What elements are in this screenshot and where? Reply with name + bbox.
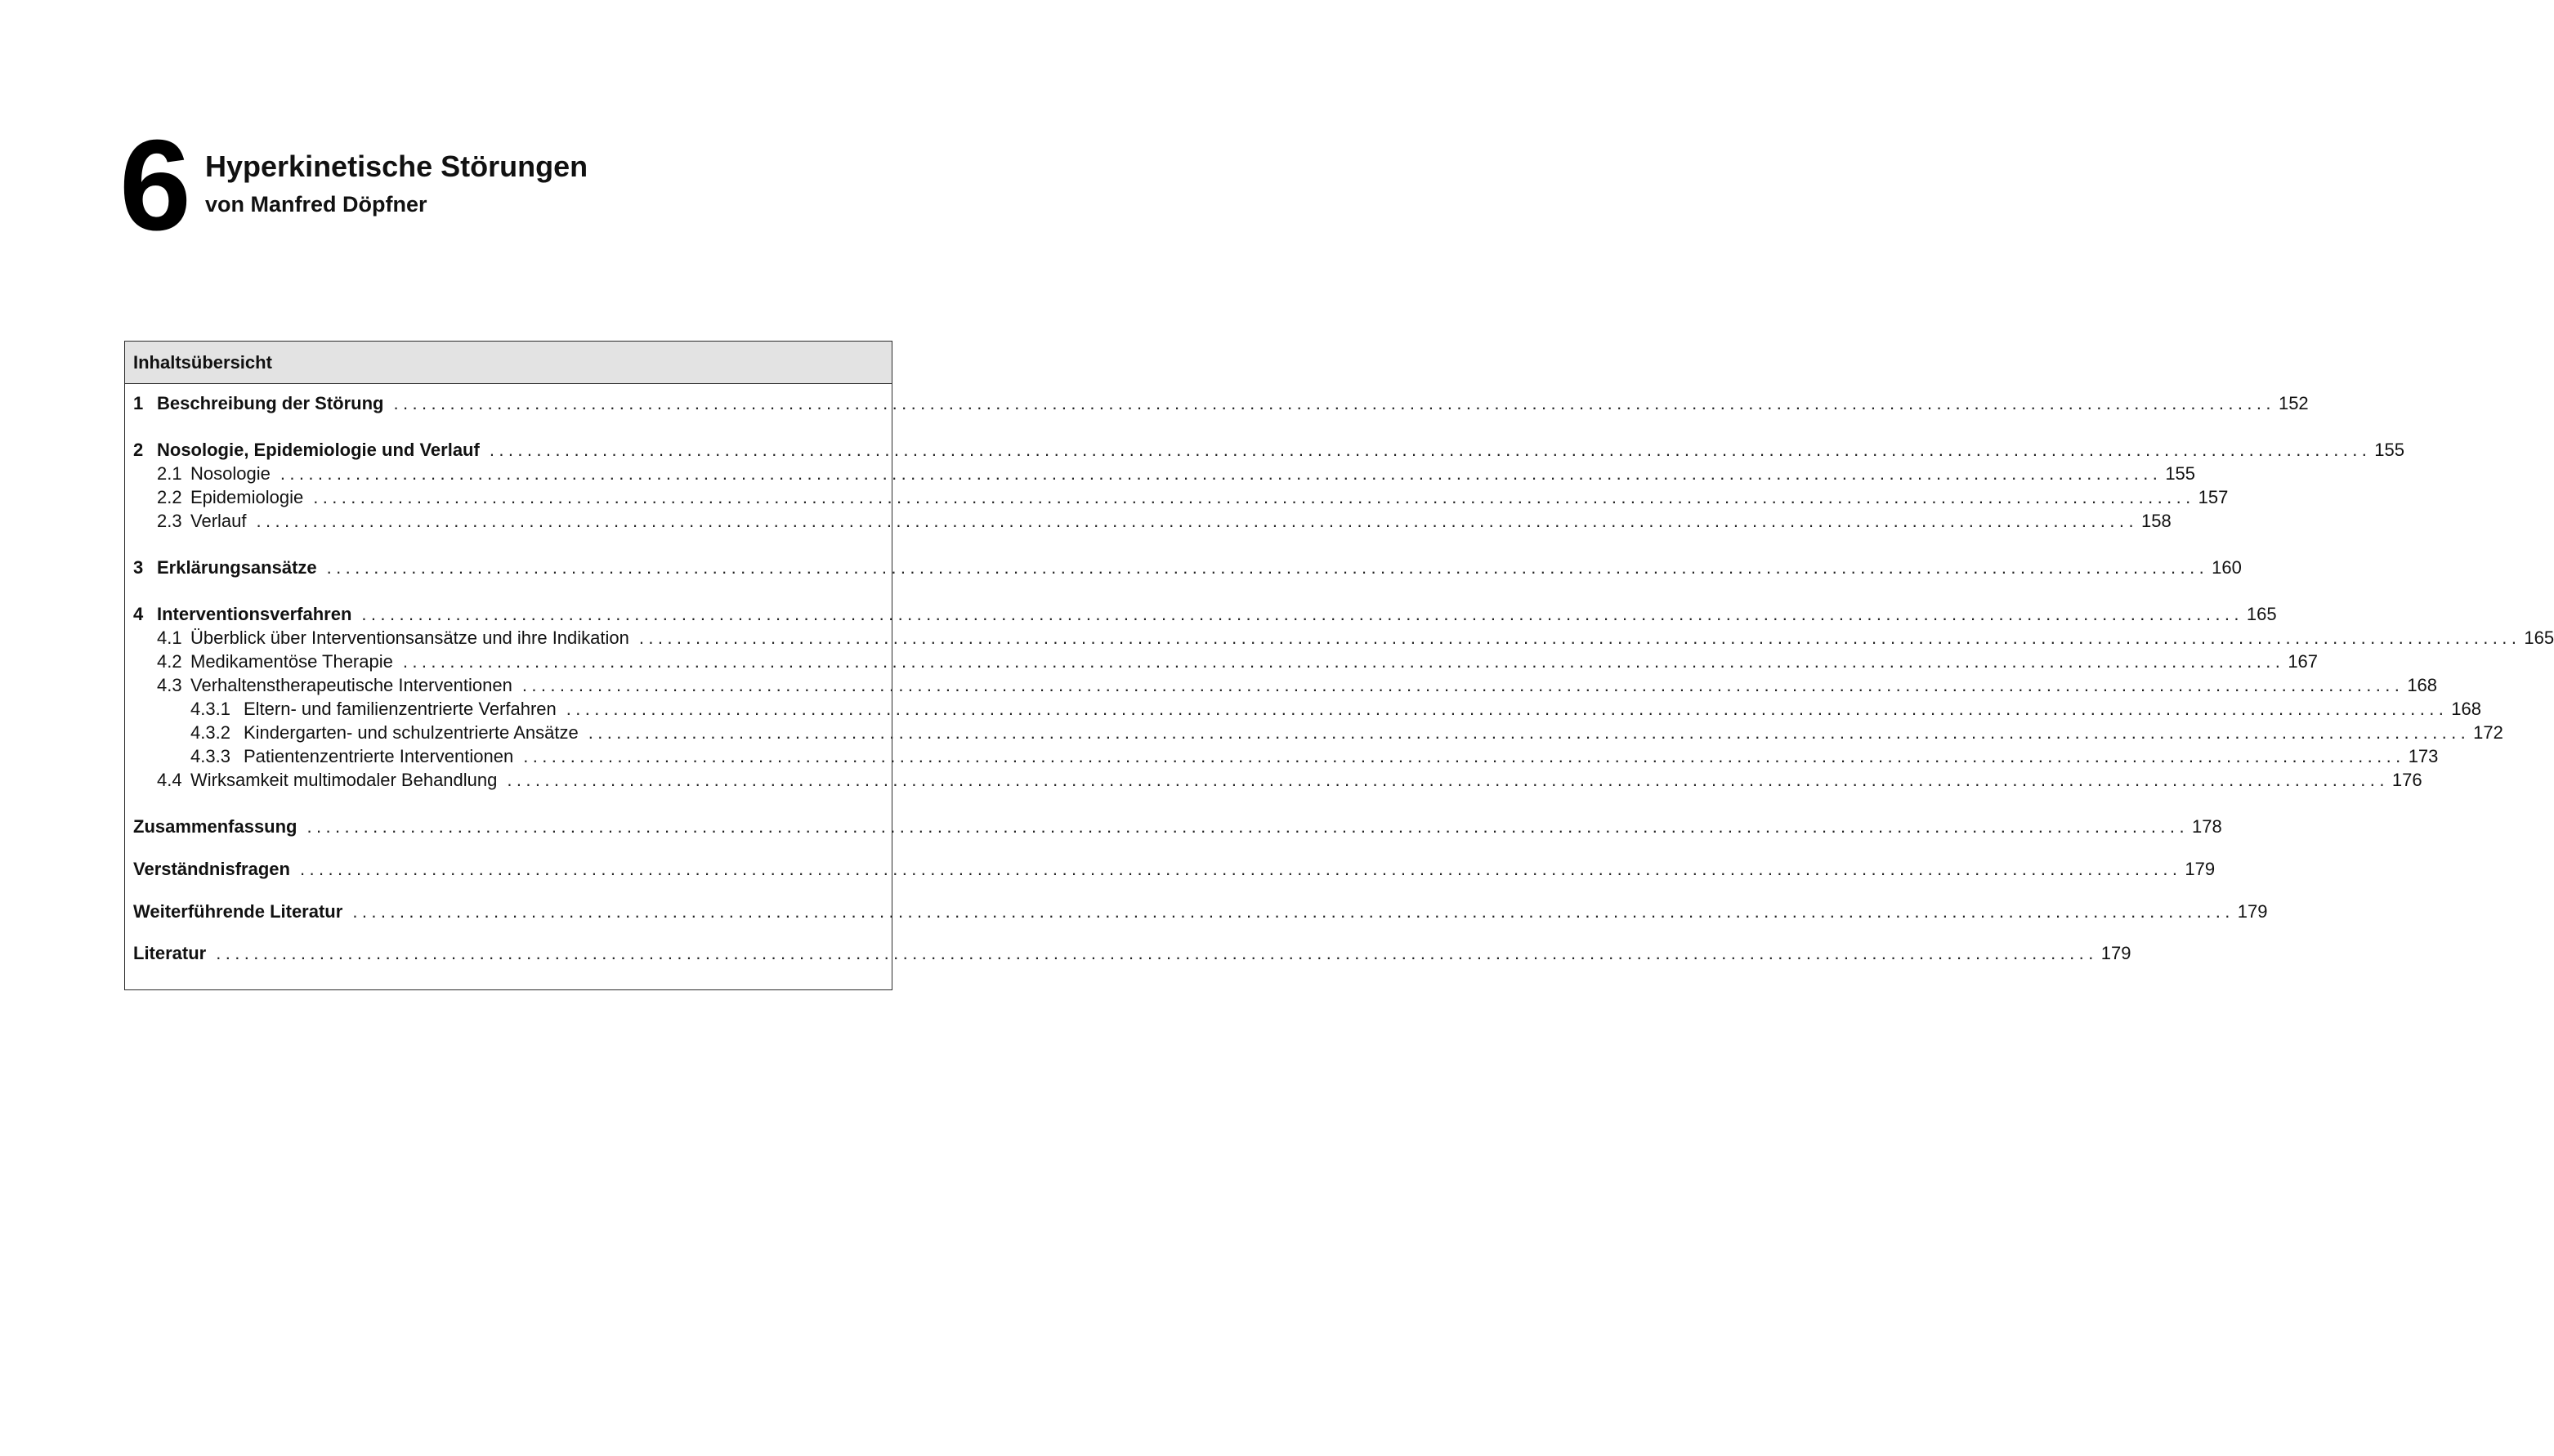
toc-dot-leader: ........................................................................................................................................................................................................: [393, 393, 2275, 413]
toc-entry-page: 172: [2473, 722, 2503, 743]
toc-entry: [133, 900, 2268, 923]
toc-entry-page: 158: [2140, 511, 2172, 531]
toc-entry-title: Verhaltenstherapeutische Interventionen: [190, 675, 512, 695]
toc-dot-leader: ........................................................................................................................................................................................................: [326, 557, 2209, 578]
toc-entry-page: 167: [2288, 651, 2319, 672]
toc-entry-page: 165: [2524, 628, 2554, 648]
toc-entry-title: Verlauf: [190, 511, 247, 531]
toc-entry-title: Epidemiologie: [190, 487, 304, 507]
table-of-contents: [124, 341, 2554, 990]
toc-dot-leader: ........................................................................................................................................................................................................: [280, 463, 2163, 484]
toc-dot-leader: ........................................................................................................................................................................................................: [588, 722, 2471, 743]
chapter-title: Hyperkinetische Störungen: [205, 150, 588, 183]
toc-entry: [133, 745, 2439, 768]
toc-entry: [133, 462, 2196, 485]
toc-entry: [133, 556, 2242, 579]
toc-dot-leader: ........................................................................................................................................................................................................: [523, 746, 2405, 766]
toc-entry-number: 1: [133, 393, 144, 413]
chapter-author: von Manfred Döpfner: [205, 192, 427, 217]
toc-entry-title: Nosologie, Epidemiologie und Verlauf: [157, 440, 480, 460]
toc-entry-number: 4.3: [157, 675, 182, 695]
toc-entry-number: 4.1: [157, 628, 182, 648]
toc-entry-page: 157: [2198, 487, 2229, 507]
toc-dot-leader: ........................................................................................................................................................................................................: [402, 651, 2285, 672]
toc-entry-title: Patientenzentrierte Interventionen: [244, 746, 514, 766]
toc-entry-number: 2: [133, 440, 144, 460]
toc-heading: Inhaltsübersicht: [125, 342, 892, 384]
toc-dot-leader: ........................................................................................................................................................................................................: [361, 604, 2243, 624]
toc-entry-title: Beschreibung der Störung: [157, 393, 384, 413]
toc-entry: [133, 721, 2503, 744]
toc-entry-page: 179: [2100, 943, 2131, 963]
toc-entry: [133, 603, 2277, 626]
toc-entry-page: 168: [2407, 675, 2438, 695]
toc-entry-page: 160: [2212, 557, 2242, 578]
toc-entry: [133, 486, 2229, 509]
toc-dot-leader: ........................................................................................................................................................................................................: [256, 511, 2138, 531]
toc-entry-title: Überblick über Interventionsansätze und ihre Indikation: [190, 628, 629, 648]
toc-entry-title: Medikamentöse Therapie: [190, 651, 393, 672]
toc-entry-title: Interventionsverfahren: [157, 604, 352, 624]
toc-entry-title: Wirksamkeit multimodaler Behandlung: [190, 770, 498, 790]
toc-entry-number: 2.1: [157, 463, 182, 484]
toc-entry-number: 4: [133, 604, 144, 624]
toc-entry: [133, 627, 2554, 650]
toc-entry-page: 179: [2185, 859, 2216, 879]
toc-dot-leader: ........................................................................................................................................................................................................: [299, 859, 2182, 879]
toc-entry-title: Weiterführende Literatur: [133, 901, 343, 922]
toc-entry-number: 4.2: [157, 651, 182, 672]
toc-dot-leader: ........................................................................................................................................................................................................: [638, 628, 2521, 648]
toc-entry: [133, 510, 2172, 533]
toc-entry-title: Nosologie: [190, 463, 271, 484]
toc-dot-leader: ........................................................................................................................................................................................................: [352, 901, 2234, 922]
toc-entry: [133, 942, 2131, 965]
toc-entry-title: Zusammenfassung: [133, 816, 297, 837]
toc-dot-leader: ........................................................................................................................................................................................................: [306, 816, 2189, 837]
toc-entry-number: 4.3.2: [190, 722, 230, 743]
toc-entry-number: 2.2: [157, 487, 182, 507]
toc-entry: [133, 439, 2405, 462]
toc-entry-page: 178: [2191, 816, 2222, 837]
toc-entry-page: 155: [2374, 440, 2405, 460]
toc-entry-title: Erklärungsansätze: [157, 557, 317, 578]
toc-entry: [133, 769, 2422, 792]
toc-entry-number: 4.3.1: [190, 699, 230, 719]
toc-entry-number: 2.3: [157, 511, 182, 531]
toc-entry-title: Literatur: [133, 943, 207, 963]
toc-entry-number: 4.3.3: [190, 746, 230, 766]
toc-entry: [133, 815, 2222, 838]
toc-dot-leader: ........................................................................................................................................................................................................: [313, 487, 2195, 507]
toc-entry-page: 165: [2246, 604, 2277, 624]
toc-entry-title: Kindergarten- und schulzentrierte Ansätze: [244, 722, 579, 743]
toc-entry-page: 173: [2408, 746, 2439, 766]
toc-dot-leader: ........................................................................................................................................................................................................: [489, 440, 2372, 460]
toc-entry-title: Verständnisfragen: [133, 859, 290, 879]
toc-entry: [133, 650, 2319, 673]
toc-dot-leader: ........................................................................................................................................................................................................: [566, 699, 2449, 719]
toc-dot-leader: ........................................................................................................................................................................................................: [507, 770, 2389, 790]
toc-entry-number: 3: [133, 557, 144, 578]
toc-entry-page: 179: [2237, 901, 2268, 922]
toc-entry-page: 155: [2165, 463, 2196, 484]
toc-entry-number: 4.4: [157, 770, 182, 790]
toc-entry: [133, 698, 2481, 721]
toc-entry: [133, 392, 2309, 415]
toc-dot-leader: ........................................................................................................................................................................................................: [216, 943, 2098, 963]
toc-entry: [133, 858, 2216, 881]
toc-entry-title: Eltern- und familienzentrierte Verfahren: [244, 699, 557, 719]
toc-entry-page: 168: [2451, 699, 2481, 719]
toc-entry: [133, 674, 2438, 697]
toc-dot-leader: ........................................................................................................................................................................................................: [521, 675, 2404, 695]
chapter-number: 6: [119, 114, 190, 257]
toc-entry-page: 176: [2391, 770, 2422, 790]
toc-entry-page: 152: [2278, 393, 2309, 413]
